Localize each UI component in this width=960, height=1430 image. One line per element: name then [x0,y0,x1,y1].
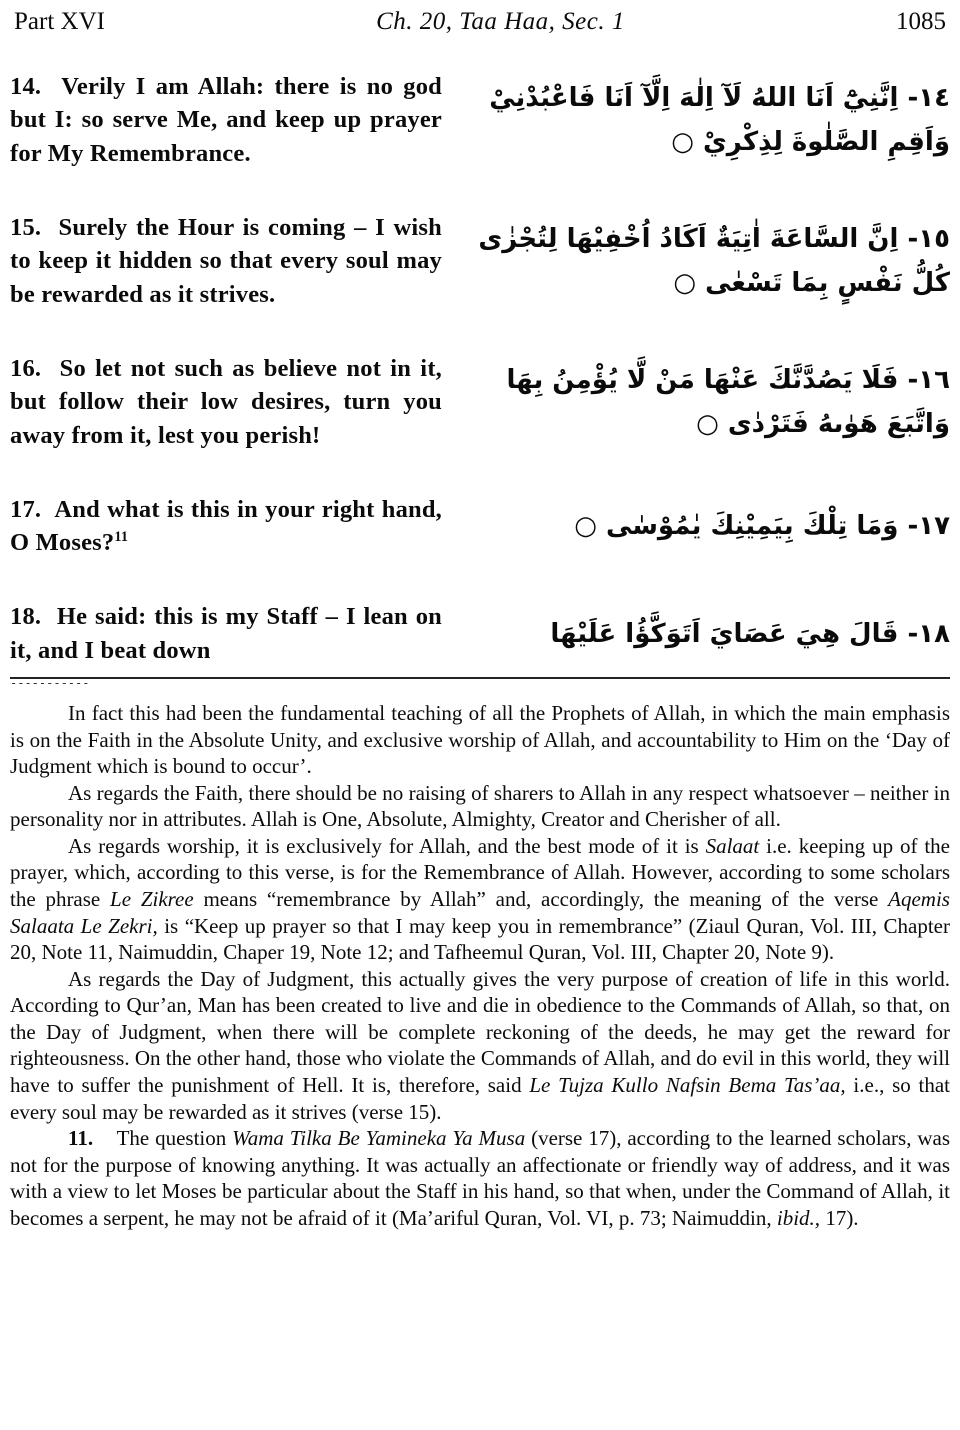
verse-arabic: ١٧- وَمَا تِلْكَ بِيَمِيْنِكَ يٰمُوْسٰى ○ [574,511,950,542]
footnote-divider [10,676,950,691]
footnotes [10,700,950,1231]
footnote-paragraph: As regards the Faith, there should be no raising of sharers to Allah in any respect whatsoever – neither in personality nor in attributes. Allah is One, Absolute, Almighty, Creator and Cherisher of all. [10,780,950,832]
verse-row [10,600,950,667]
verse-row [10,70,950,170]
verse-english: 17. And what is this in your right hand, O Moses?$^{11}$ [10,495,442,557]
verse-row [10,493,950,560]
verse-arabic: ١٦- فَلَا يَصُدَّنَّكَ عَنْهَا مَنْ لَّا يُؤْمِنُ بِهَا وَاتَّبَعَ هَوٰىهُ فَتَرْدٰى ○ [506,364,950,439]
footnote-paragraph: As regards worship, it is exclusively for Allah, and the best mode of it is Salaat i.e. keeping up of the prayer, which, according to this verse, is for the Remembrance of Allah. However, according to some scholars the phrase Le Zikree means “remembrance by Allah” and, accordingly, the meaning of the verse Aqemis Salaata Le Zekri, is “Keep up prayer so that I may keep you in remembrance” (Ziaul Quran, Vol. III, Chapter 20, Note 11, Naimuddin, Chaper 19, Note 12; and Tafheemul Quran, Vol. III, Chapter 20, Note 9). [10,833,950,965]
verse-arabic: ١٤- اِنَّنِيْٓ اَنَا اللهُ لَآ اِلٰهَ اِلَّآ اَنَا فَاعْبُدْنِيْ وَاَقِمِ الصَّلٰوةَ لِذِكْرِيْ ○ [489,82,950,157]
verse-english: 15. Surely the Hour is coming – I wish to keep it hidden so that every soul may be rewarded as it strives. [10,213,442,308]
page-header [10,6,950,36]
part-label: Part XVI [14,8,105,35]
verse-arabic: ١٨- قَالَ هِيَ عَصَايَ اَتَوَكَّؤُا عَلَيْهَا [550,618,950,649]
verse-english: 18. He said: this is my Staff – I lean on it, and I beat down [10,603,442,664]
verse-arabic: ١٥- اِنَّ السَّاعَةَ اٰتِيَةٌ اَكَادُ اُخْفِيْهَا لِتُجْزٰى كُلُّ نَفْسٍ بِمَا تَسْعٰى ○ [478,223,950,298]
footnote-separator-dashes: ----------- [10,676,90,691]
footnote-paragraph: In fact this had been the fundamental teaching of all the Prophets of Allah, in which the main emphasis is on the Faith in the Absolute Unity, and exclusive worship of Allah, and accountability to Him on the ‘Day of Judgment which is bound to occur’. [10,701,950,779]
verse-english: 14. Verily I am Allah: there is no god but I: so serve Me, and keep up prayer for My Remembrance. [10,73,442,167]
verses [10,70,950,667]
footnote-paragraph: As regards the Day of Judgment, this actually gives the very purpose of creation of life in this world. According to Qur’an, Man has been created to live and die in obedience to the Commands of Allah, so that, on the Day of Judgment, when there will be complete reckoning of the deeds, he may get the reward for righteousness. On the other hand, those who violate the Commands of Allah, and do evil in this world, they will have to suffer the punishment of Hell. It is, therefore, said Le Tujza Kullo Nafsin Bema Tas’aa, i.e., so that every soul may be rewarded as it strives (verse 15). [10,966,950,1124]
chapter-title: Ch. 20, Taa Haa, Sec. 1 [376,8,625,35]
footnote-paragraph: 11. The question Wama Tilka Be Yamineka Ya Musa (verse 17), according to the learned scholars, was not for the purpose of knowing anything. It was actually an affectionate or friendly way of address, and it was with a view to let Moses be particular about the Staff in his hand, so that when, under the Command of Allah, it becomes a serpent, he may not be afraid of it (Ma’ariful Quran, Vol. VI, p. 73; Naimuddin, ibid., 17). [10,1126,951,1230]
verse-row [10,352,950,452]
verse-row [10,211,950,311]
verse-english: 16. So let not such as believe not in it, but follow their low desires, turn you away from it, lest you perish! [10,354,442,449]
page-number: 1085 [896,8,946,35]
